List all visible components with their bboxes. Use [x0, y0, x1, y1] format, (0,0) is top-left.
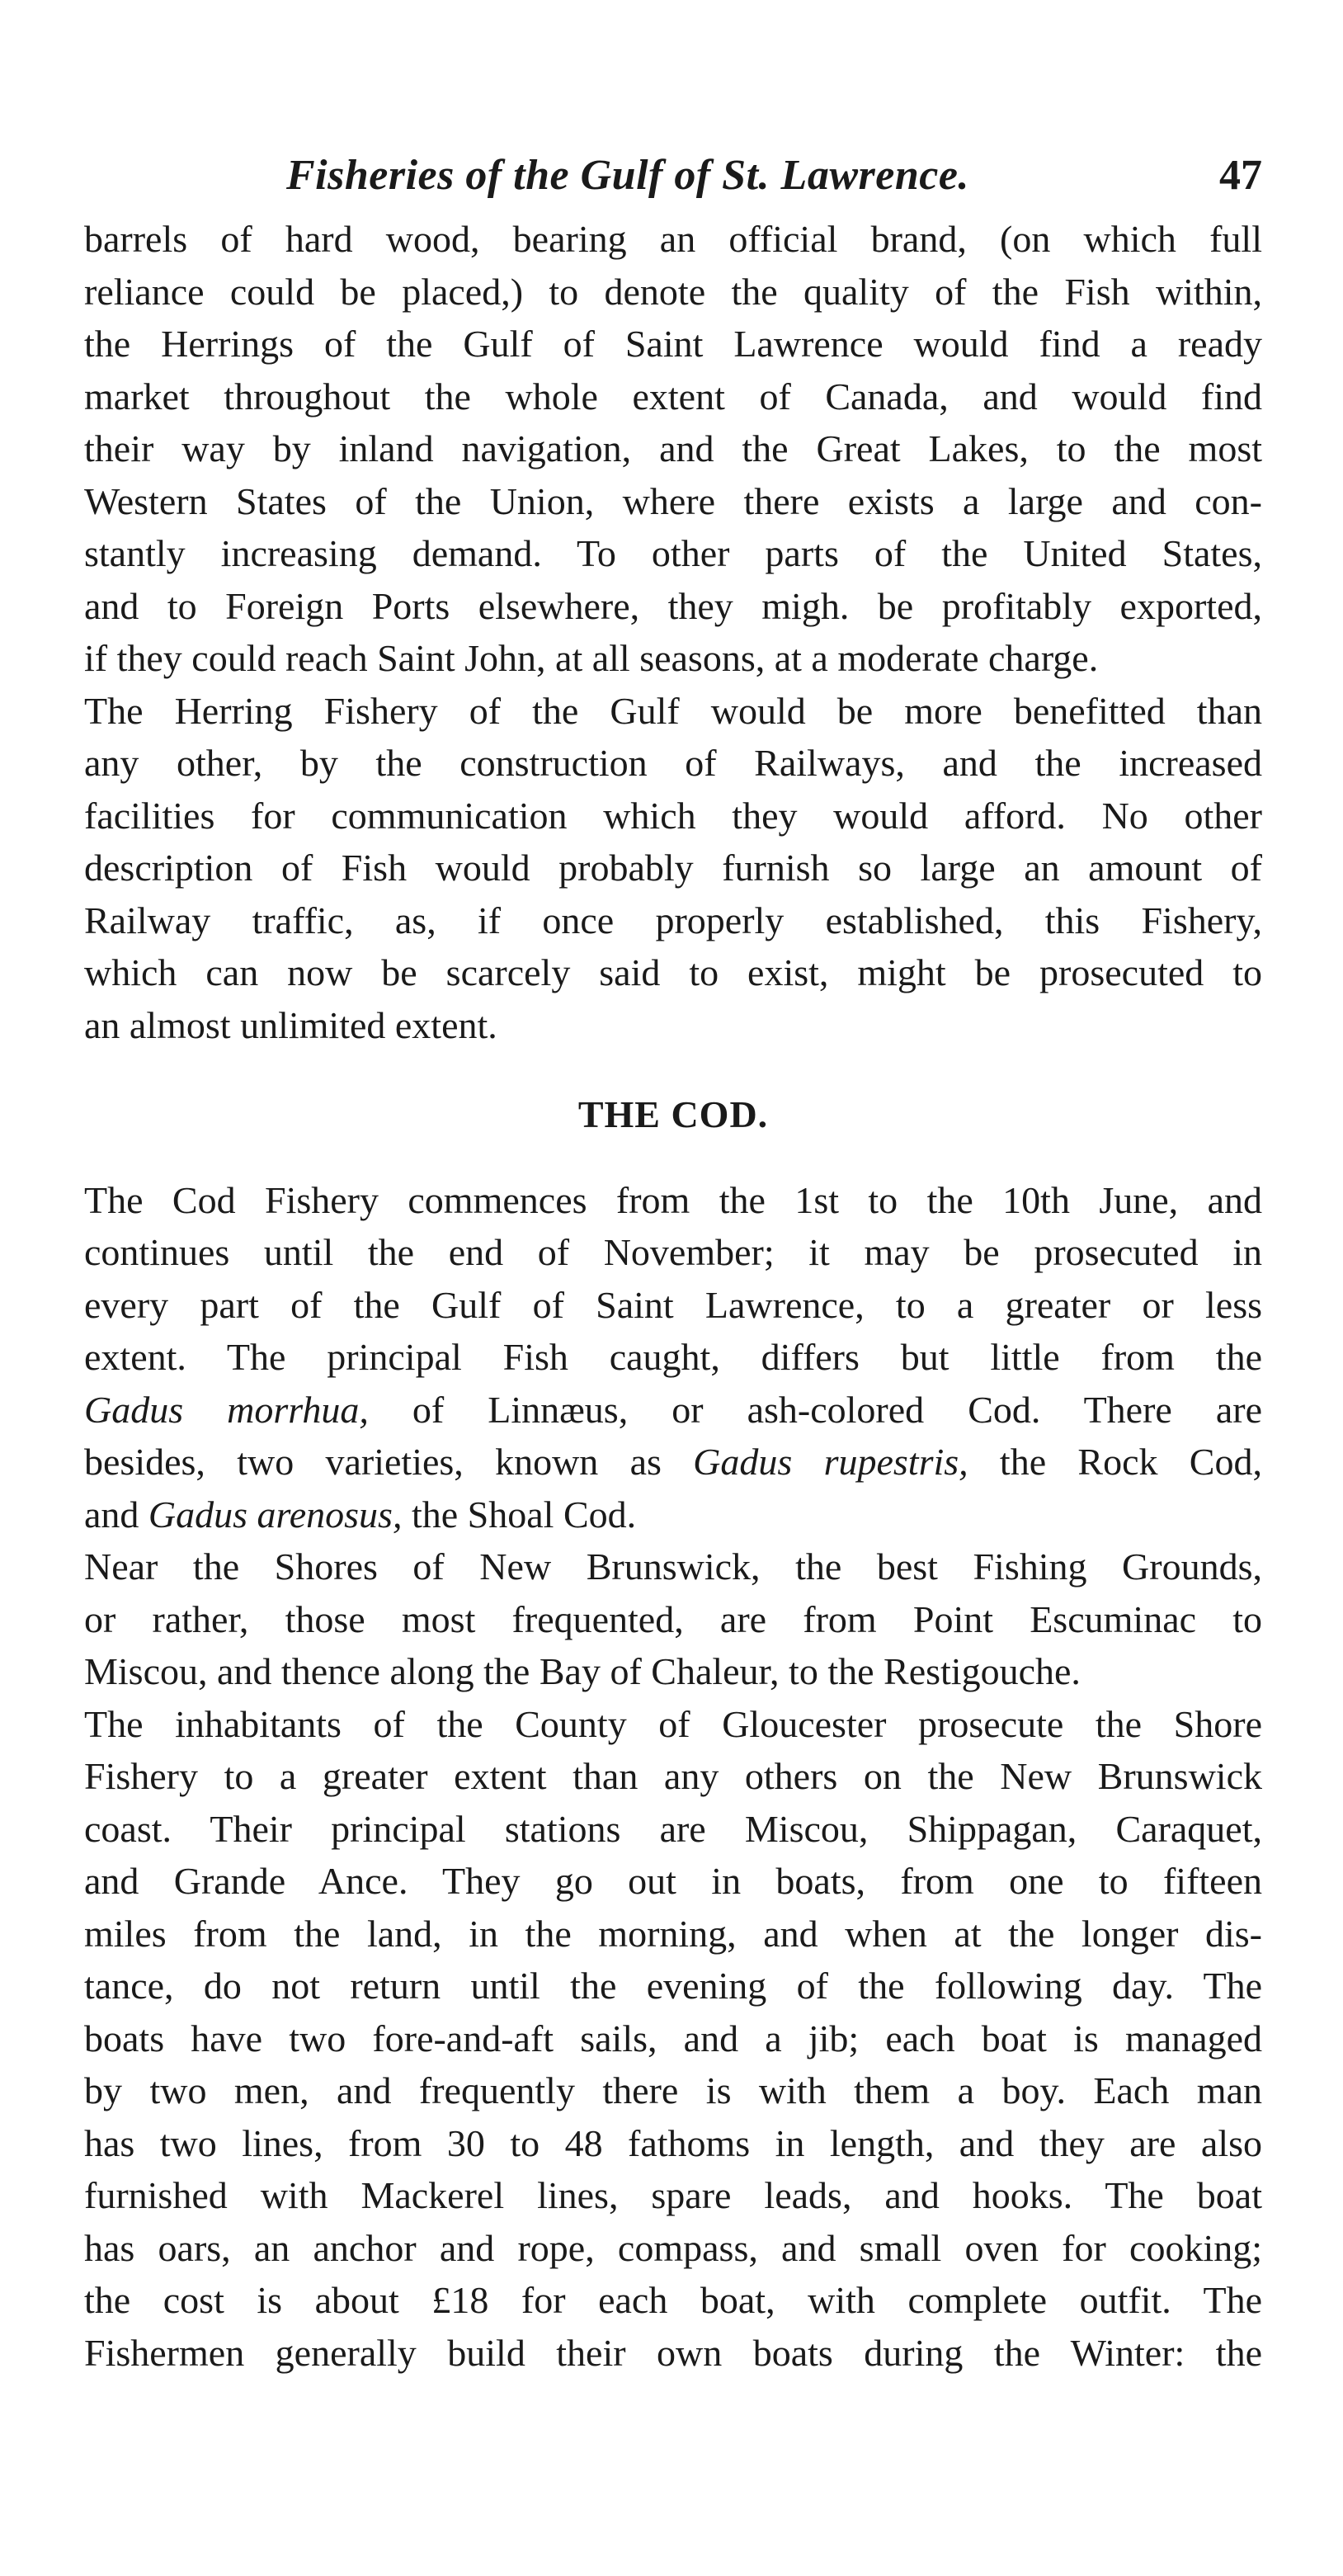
paragraph-cod-grounds — [84, 1540, 1262, 1698]
text-line: facilities for communication which they would afford. No other — [84, 794, 1262, 837]
species-name: Gadus arenosus, — [148, 1493, 403, 1536]
text-fragment: besides, two varieties, known as — [84, 1441, 694, 1483]
text-line: Railway traffic, as, if once properly established, this Fishery, — [84, 899, 1262, 941]
section-heading-cod: THE COD. — [577, 1093, 769, 1135]
text-line: by two men, and frequently there is with them a boy. Each man — [84, 2069, 1262, 2111]
text-line: or rather, those most frequented, are from Point Escuminac to — [84, 1597, 1262, 1640]
text-line — [84, 1384, 1262, 1437]
species-name: Gadus rupestris, — [693, 1441, 968, 1483]
text-line: Fishermen generally build their own boats during the Winter: the — [84, 2331, 1262, 2374]
text-line: any other, by the construction of Railways, and the increased — [84, 742, 1262, 784]
text-line: The Herring Fishery of the Gulf would be more benefitted than — [84, 689, 1262, 732]
text-line: the cost is about £18 for each boat, with complete outfit. The — [84, 2279, 1262, 2321]
text-line: The inhabitants of the County of Gloucester prosecute the Shore — [84, 1702, 1262, 1745]
text-line: and to Foreign Ports elsewhere, they migh. be profitably exported, — [84, 584, 1262, 627]
paragraph-cod-season — [84, 1174, 1262, 1541]
running-head — [84, 139, 1262, 213]
text-line: has oars, an anchor and rope, compass, and small oven for cooking; — [84, 2226, 1262, 2269]
paragraph-cod-gloucester — [84, 1698, 1262, 2380]
paragraph-herring-railways — [84, 685, 1262, 1052]
text-line: market throughout the whole extent of Canada, and would find — [84, 375, 1262, 418]
text-line: Near the Shores of New Brunswick, the best Fishing Grounds, — [84, 1545, 1262, 1588]
text-line: description of Fish would probably furnish so large an amount of — [84, 847, 1262, 889]
text-line: if they could reach Saint John, at all seasons, at a moderate charge. — [84, 637, 1099, 679]
text-line — [84, 1436, 1262, 1489]
text-line: stantly increasing demand. To other parts of the United States, — [84, 532, 1262, 574]
page-number: 47 — [1219, 152, 1262, 199]
text-line: furnished with Mackerel lines, spare leads, and hooks. The boat — [84, 2174, 1262, 2216]
text-line: Fishery to a greater extent than any others on the New Brunswick — [84, 1755, 1262, 1797]
text-line: an almost unlimited extent. — [84, 1003, 497, 1046]
text-line: coast. Their principal stations are Miscou, Shippagan, Caraquet, — [84, 1807, 1262, 1850]
text-line: boats have two fore-and-aft sails, and a jib; each boat is managed — [84, 2017, 1262, 2059]
text-line: Western States of the Union, where there exists a large and con- — [84, 479, 1262, 522]
paragraph-herring-market — [84, 213, 1262, 685]
book-page — [84, 139, 1262, 2379]
text-line: and Grande Ance. They go out in boats, from one to fifteen — [84, 1860, 1262, 1902]
text-line: The Cod Fishery commences from the 1st to the 10th June, and — [84, 1178, 1262, 1221]
text-line: reliance could be placed,) to denote the quality of the Fish within, — [84, 270, 1262, 313]
text-line: tance, do not return until the evening of the following day. The — [84, 1965, 1262, 2007]
text-line: the Herrings of the Gulf of Saint Lawrence would find a ready — [84, 323, 1262, 365]
text-line: barrels of hard wood, bearing an official brand, (on which full — [84, 218, 1262, 260]
text-line: their way by inland navigation, and the Great Lakes, to the most — [84, 427, 1262, 469]
text-line — [84, 1489, 1262, 1541]
text-fragment: of Linnæus, or ash-colored Cod. There are — [368, 1388, 1263, 1431]
species-name: Gadus morrhua, — [84, 1388, 369, 1431]
running-title: Fisheries of the Gulf of St. Lawrence. — [286, 152, 969, 199]
text-fragment: and — [84, 1493, 148, 1536]
text-fragment: the Shoal Cod. — [402, 1493, 637, 1536]
text-line: extent. The principal Fish caught, differs but little from the — [84, 1336, 1262, 1378]
text-fragment: the Rock Cod, — [968, 1441, 1262, 1483]
text-line: has two lines, from 30 to 48 fathoms in length, and they are also — [84, 2121, 1262, 2164]
text-line: every part of the Gulf of Saint Lawrence, to a greater or less — [84, 1283, 1262, 1326]
text-line: Miscou, and thence along the Bay of Chaleur, to the Restigouche. — [84, 1650, 1081, 1692]
text-line: continues until the end of November; it may be prosecuted in — [84, 1231, 1262, 1273]
text-line: which can now be scarcely said to exist, might be prosecuted to — [84, 951, 1262, 993]
text-line: miles from the land, in the morning, and when at the longer dis- — [84, 1912, 1262, 1955]
